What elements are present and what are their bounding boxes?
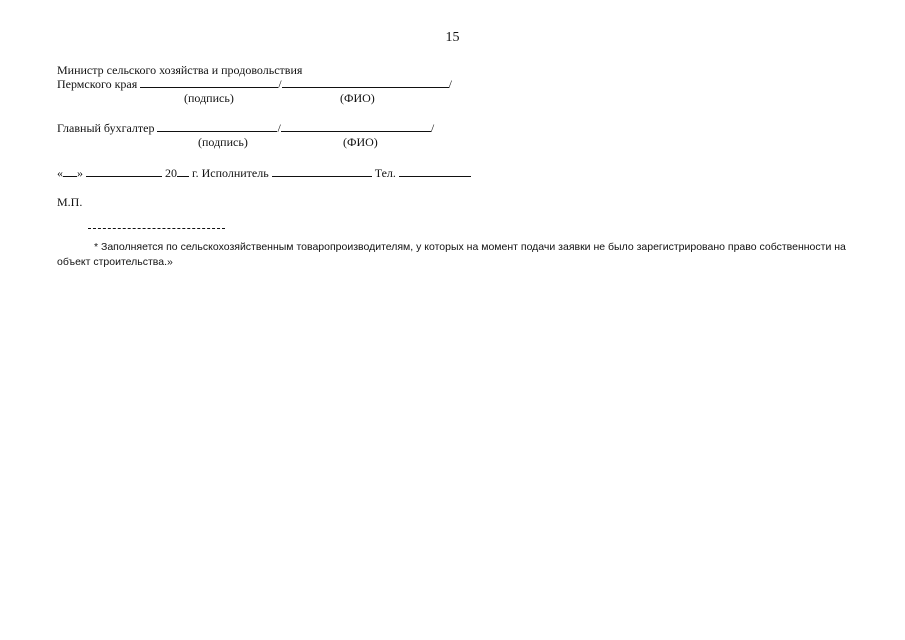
- page-number: 15: [445, 30, 460, 45]
- accountant-label: Главный бухгалтер: [57, 121, 155, 135]
- year-blank[interactable]: [177, 166, 189, 177]
- executor-blank[interactable]: [272, 166, 372, 177]
- month-blank[interactable]: [86, 166, 162, 177]
- year-suffix: г.: [192, 166, 199, 180]
- stamp-placeholder: М.П.: [57, 195, 83, 209]
- date-open-quote: «: [57, 166, 63, 180]
- date-executor-line: [57, 166, 471, 180]
- accountant-signature-caption: (подпись): [198, 135, 248, 149]
- executor-label: Исполнитель: [201, 166, 269, 180]
- minister-signature-blank[interactable]: [140, 77, 278, 88]
- footnote-text: * Заполняется по сельскохозяйственным товаропроизводителям, у которых на момент подачи заявки не было зарегистрировано право собственности на объект строительства.»: [57, 241, 846, 268]
- accountant-signature-blank[interactable]: [157, 121, 277, 132]
- slash-separator: /: [277, 121, 281, 135]
- footnote-separator: [88, 228, 225, 229]
- minister-name-blank[interactable]: [282, 77, 449, 88]
- accountant-name-blank[interactable]: [281, 121, 431, 132]
- year-prefix: 20: [165, 166, 177, 180]
- minister-signature-line: [57, 77, 452, 91]
- minister-signature-caption: (подпись): [184, 91, 234, 105]
- phone-label: Тел.: [374, 166, 396, 180]
- minister-region-label: Пермского края: [57, 77, 138, 91]
- slash-separator: /: [430, 121, 435, 135]
- accountant-signature-line: [57, 121, 434, 135]
- slash-separator: /: [278, 77, 282, 91]
- day-blank[interactable]: [63, 166, 77, 177]
- minister-title-line1: Министр сельского хозяйства и продовольствия: [57, 63, 303, 77]
- phone-blank[interactable]: [399, 166, 471, 177]
- accountant-name-caption: (ФИО): [343, 135, 378, 149]
- date-close-quote: »: [77, 166, 83, 180]
- minister-name-caption: (ФИО): [340, 91, 375, 105]
- slash-separator: /: [448, 77, 452, 91]
